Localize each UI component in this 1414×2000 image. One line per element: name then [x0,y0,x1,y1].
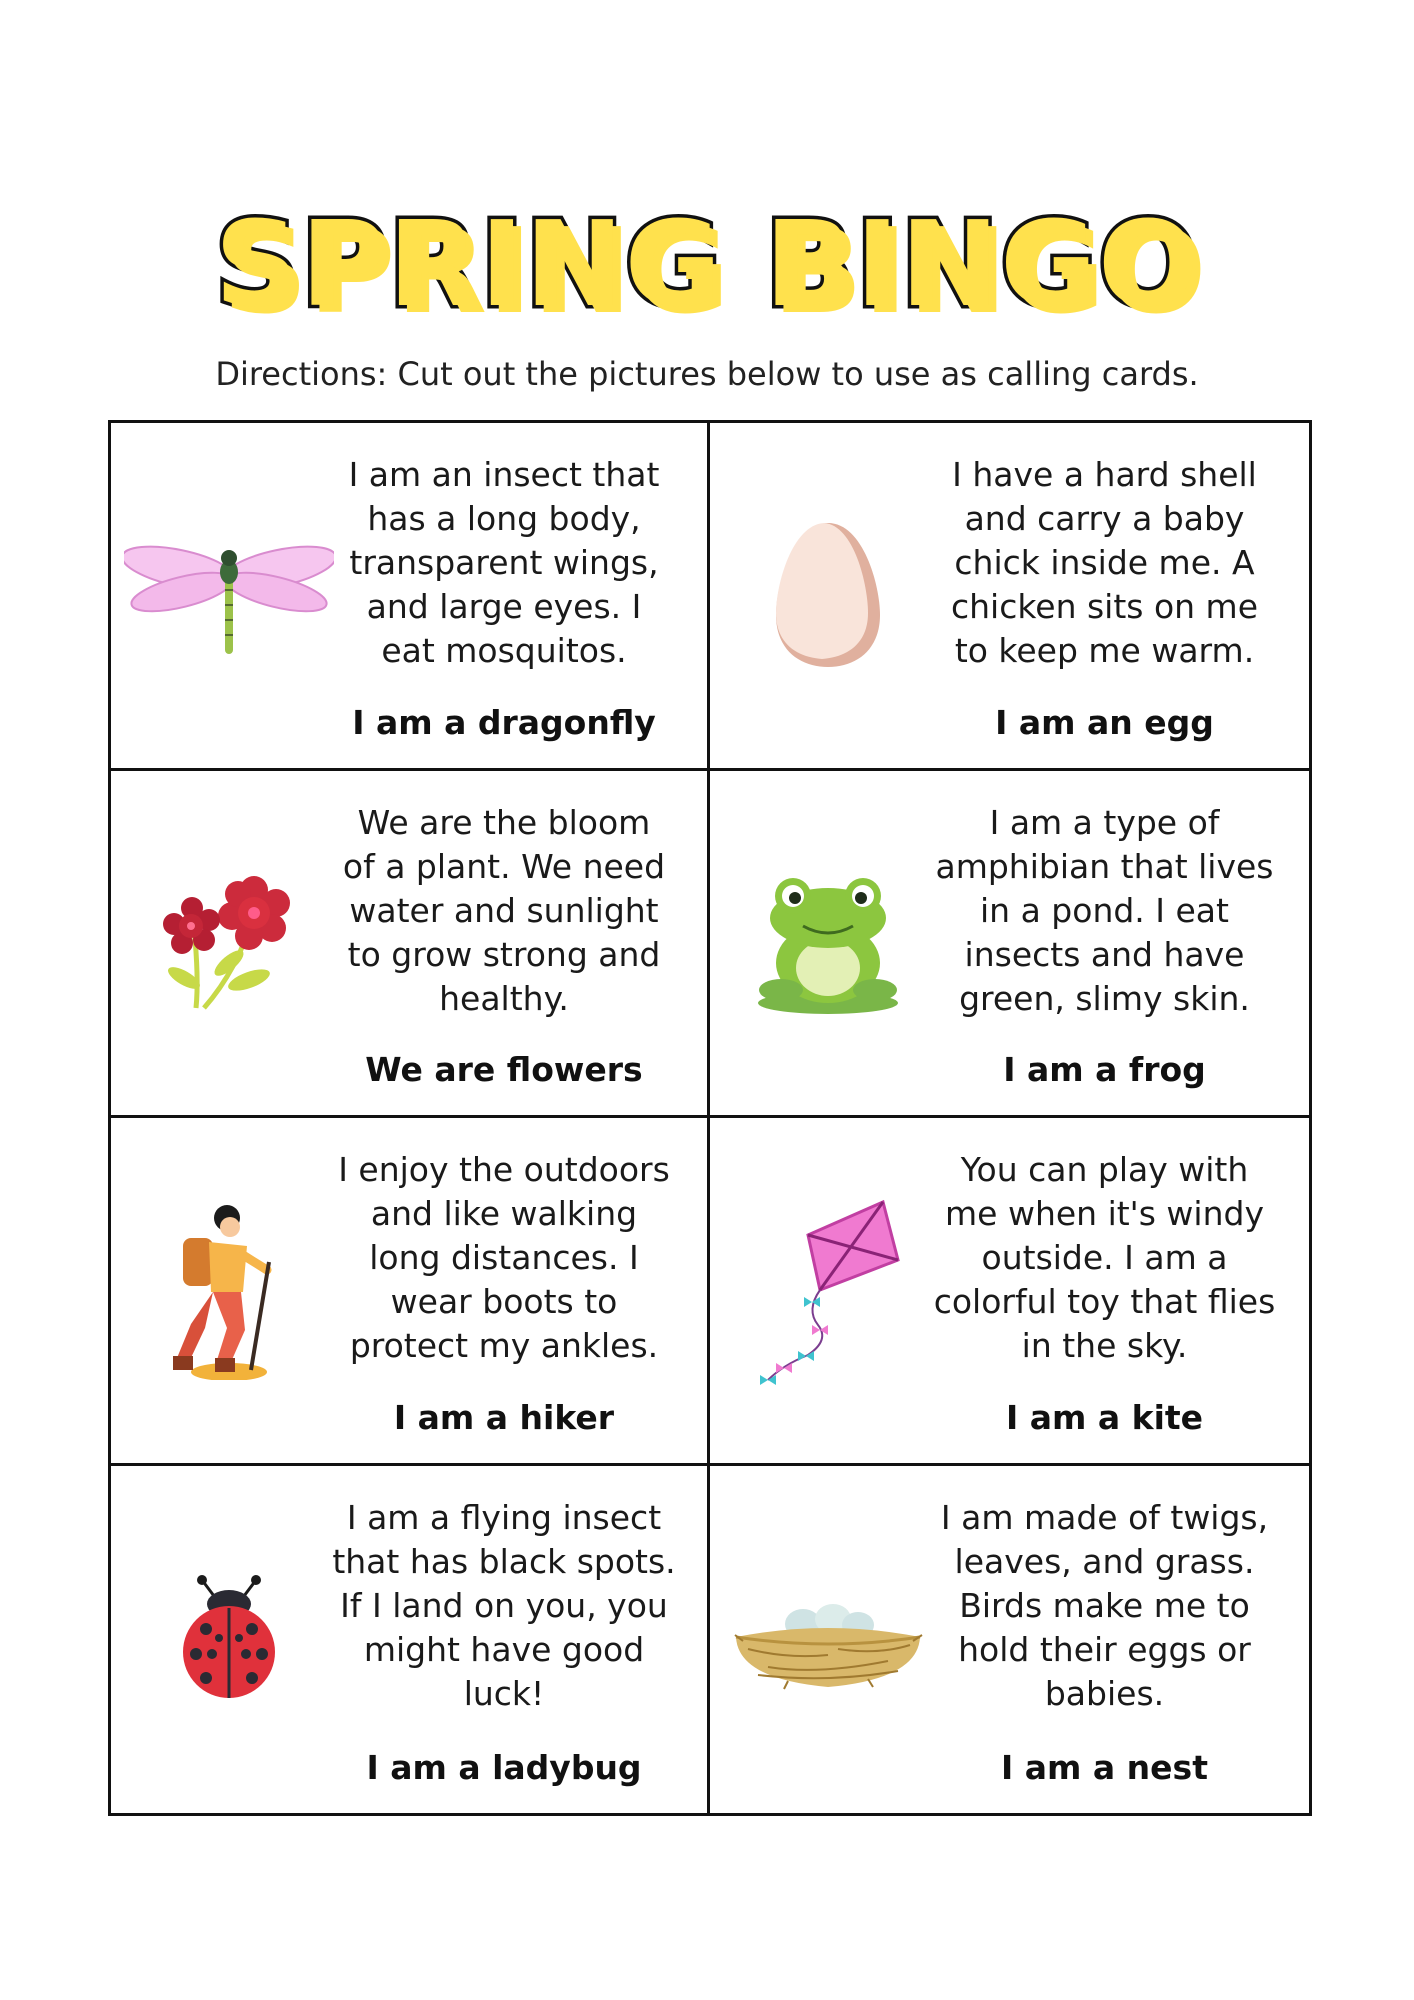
card-description: I am a type of amphibian that lives in a pond. I eat insects and have green, slimy skin. [935,802,1274,1018]
egg-icon [718,495,938,695]
calling-card-ladybug [111,1466,710,1814]
frog-icon [718,843,938,1043]
ladybug-icon [119,1539,339,1739]
card-description: I enjoy the outdoors and like walking long distances. I wear boots to protect my ankles. [338,1150,670,1365]
dragonfly-icon [119,495,339,695]
flowers-icon [119,843,339,1043]
card-answer: I am an egg [995,702,1214,742]
kite-icon [718,1190,938,1390]
card-description: We are the bloom of a plant. We need water and sunlight to grow strong and healthy. [342,802,666,1018]
calling-card-dragonfly [111,423,710,771]
card-answer: We are flowers [365,1050,643,1089]
calling-card-nest [710,1466,1309,1814]
card-answer: I am a ladybug [366,1748,642,1787]
card-answer: I am a nest [1001,1748,1208,1787]
card-answer: I am a hiker [393,1397,615,1437]
directions-text: Directions: Cut out the pictures below to use as calling cards. [215,355,1199,393]
calling-card-egg [710,423,1309,771]
card-answer: I am a frog [1003,1050,1206,1089]
calling-card-kite [710,1118,1309,1466]
page-title: SPRING BINGO [214,195,1200,333]
bingo-card-grid [108,420,1312,1816]
card-answer: I am a dragonfly [352,702,656,742]
calling-card-frog [710,771,1309,1119]
card-description: I am an insect that has a long body, transparent wings, and large eyes. I eat mosquitos. [348,455,660,670]
nest-icon [718,1539,938,1739]
card-description: I have a hard shell and carry a baby chick inside me. A chicken sits on me to keep me warm. [950,455,1259,670]
hiker-icon [119,1190,339,1390]
card-description: You can play with me when it's windy outside. I am a colorful toy that flies in the sky. [933,1150,1276,1365]
card-answer: I am a kite [1005,1397,1204,1437]
calling-card-flowers [111,771,710,1119]
card-description: I am made of twigs, leaves, and grass. Birds make me to hold their eggs or babies. [940,1497,1269,1713]
card-description: I am a flying insect that has black spots. If I land on you, you might have good luck! [332,1497,676,1713]
calling-card-hiker [111,1118,710,1466]
